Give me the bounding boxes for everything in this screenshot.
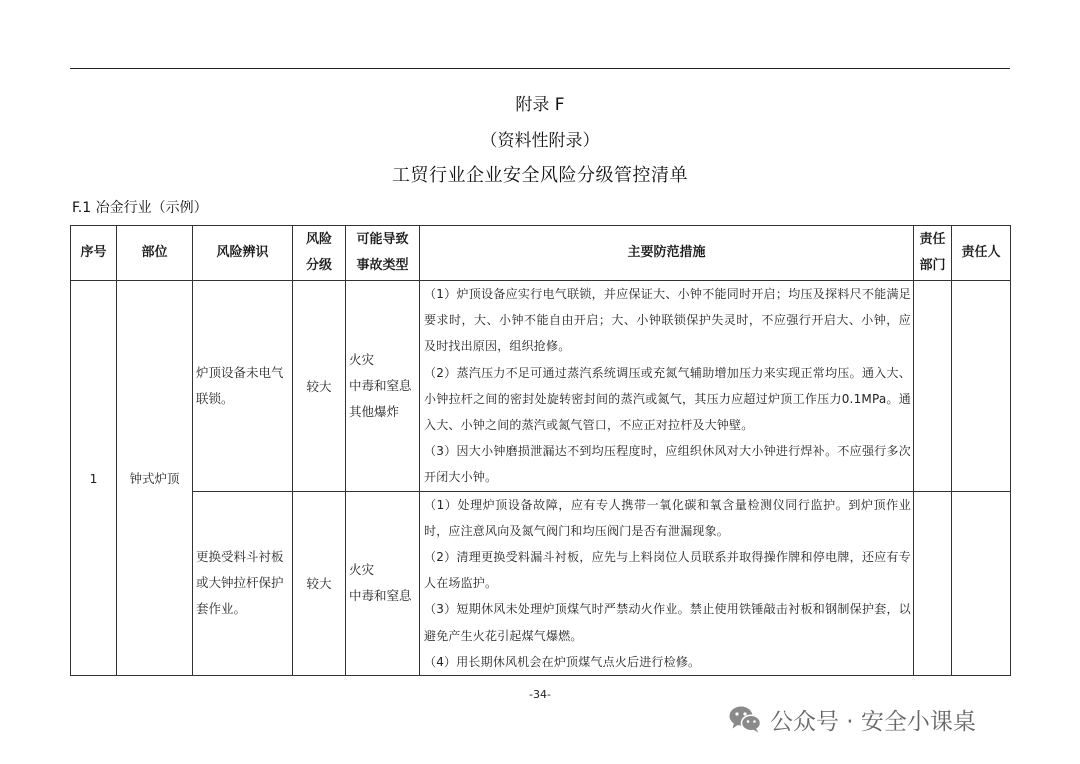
section-heading: F.1 冶金行业（示例） xyxy=(72,200,208,216)
row-person xyxy=(952,281,1011,492)
accident-item: 火灾 xyxy=(349,351,375,367)
page-number: -34- xyxy=(529,688,551,701)
measure-item: （2）蒸汽压力不足可通过蒸汽系统调压或充氮气辅助增加压力来实现正常均压。通入大、小钟拉杆之间的密封处旋转密封间的蒸汽或氮气，其压力应超过炉顶工作压力0.1MPa。通入大、小钟之间的蒸汽或氮气管口，不应正对拉杆及大钟壁。 xyxy=(424,365,911,433)
row-measures xyxy=(420,491,914,675)
row-number: 1 xyxy=(71,281,117,676)
header-no: 序号 xyxy=(71,226,117,281)
appendix-title: 附录 F xyxy=(515,95,565,115)
header-dept-line2: 部门 xyxy=(919,258,946,273)
row-level: 较大 xyxy=(293,281,346,492)
measure-item: （1）炉顶设备应实行电气联锁，并应保证大、小钟不能同时开启；均压及探料尺不能满足要求时，大、小钟不能自由开启；大、小钟联锁保护失灵时，不应强行开启大、小钟，应及时找出原因，组织抢修。 xyxy=(424,287,911,354)
row-risk: 炉顶设备未电气联锁。 xyxy=(193,281,293,492)
top-rule xyxy=(70,68,1010,69)
watermark-text: 公众号 · 安全小课桌 xyxy=(770,708,976,735)
row-level: 较大 xyxy=(293,491,346,675)
row-part: 钟式炉顶 xyxy=(117,281,193,676)
row-risk: 更换受料斗衬板或大钟拉杆保护套作业。 xyxy=(193,491,293,675)
header-level xyxy=(293,226,346,281)
table-header-row xyxy=(71,226,1011,281)
row-person xyxy=(952,491,1011,675)
header-accident-line2: 事故类型 xyxy=(356,258,409,273)
risk-control-table xyxy=(70,225,1011,676)
accident-item: 火灾 xyxy=(349,562,375,578)
header-level-line1: 风险 xyxy=(305,232,332,247)
row-accidents xyxy=(346,281,420,492)
measure-item: （3）短期休风未处理炉顶煤气时严禁动火作业。禁止使用铁锤敲击衬板和钢制保护套，以避免产生火花引起煤气爆燃。 xyxy=(424,602,911,643)
accident-item: 中毒和窒息 xyxy=(349,588,412,604)
accident-item: 中毒和窒息 xyxy=(349,377,412,393)
row-dept xyxy=(914,491,952,675)
header-dept xyxy=(914,226,952,281)
header-part: 部位 xyxy=(117,226,193,281)
watermark xyxy=(728,702,976,736)
header-level-line2: 分级 xyxy=(305,258,332,273)
header-measures: 主要防范措施 xyxy=(420,226,914,281)
header-accident xyxy=(346,226,420,281)
header-accident-line1: 可能导致 xyxy=(356,232,409,247)
header-person: 责任人 xyxy=(952,226,1011,281)
header-dept-line1: 责任 xyxy=(919,232,946,247)
row-measures xyxy=(420,281,914,492)
measure-item: （4）用长期休风机会在炉顶煤气点火后进行检修。 xyxy=(424,654,701,669)
appendix-heading: 工贸行业企业安全风险分级管控清单 xyxy=(392,165,688,186)
table-row xyxy=(71,281,1011,492)
measure-item: （2）清理更换受料漏斗衬板，应先与上料岗位人员联系并取得操作牌和停电牌，还应有专人在场监护。 xyxy=(424,550,911,591)
row-accidents xyxy=(346,491,420,675)
accident-item: 其他爆炸 xyxy=(349,403,400,419)
appendix-subtitle: （资料性附录） xyxy=(480,131,600,151)
measure-item: （1）处理炉顶设备故障，应有专人携带一氧化碳和氧含量检测仪同行监护。到炉顶作业时，应注意风向及氮气阀门和均压阀门是否有泄漏现象。 xyxy=(424,497,911,538)
measure-item: （3）因大小钟磨损泄漏达不到均压程度时，应组织休风对大小钟进行焊补。不应强行多次开闭大小钟。 xyxy=(424,444,911,485)
header-risk-id: 风险辨识 xyxy=(193,226,293,281)
table-row xyxy=(71,491,1011,675)
row-dept xyxy=(914,281,952,492)
wechat-icon xyxy=(728,704,762,734)
